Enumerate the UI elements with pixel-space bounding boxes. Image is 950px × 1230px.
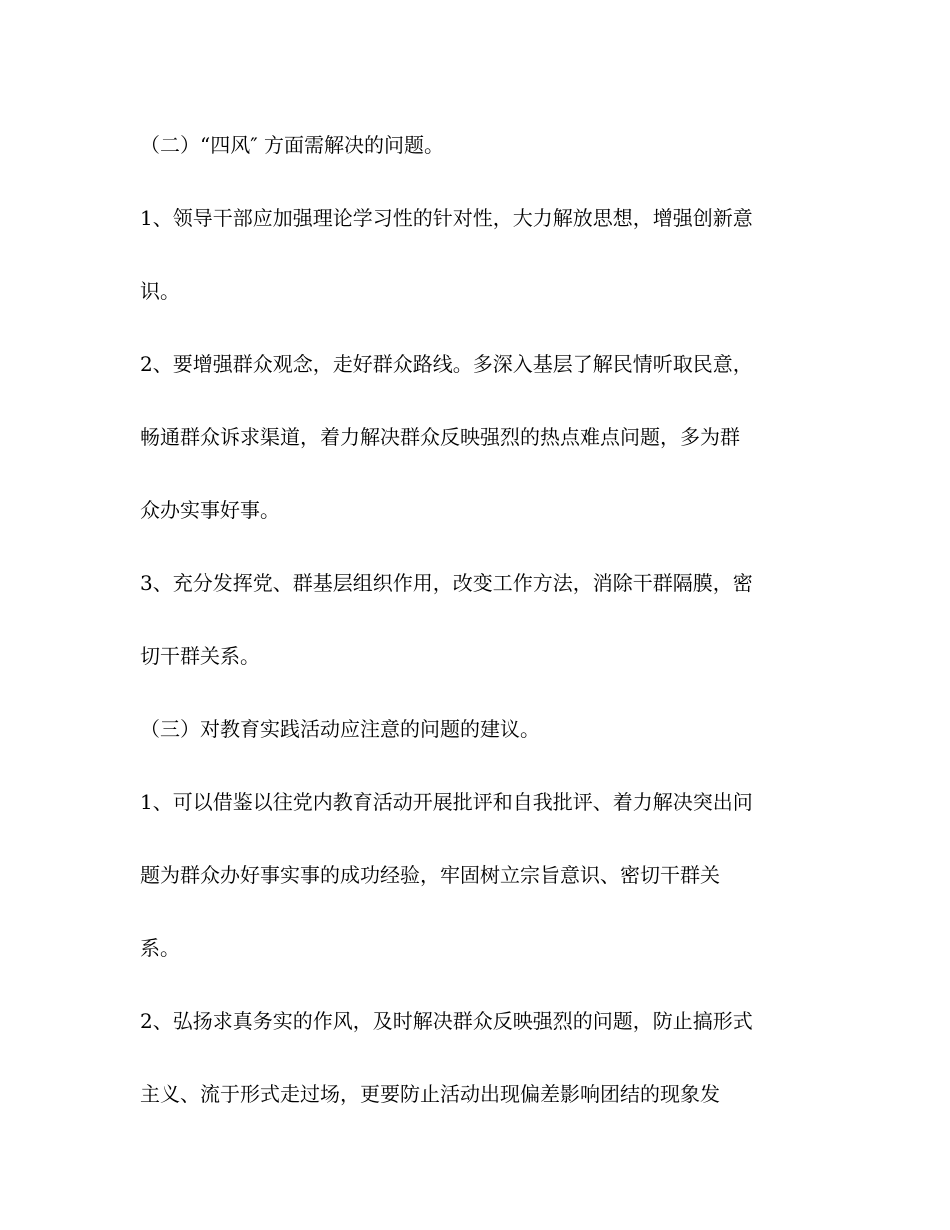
paragraph-line-6: 3、充分发挥党、群基层组织作用，改变工作方法，消除干群隔膜，密 — [140, 571, 753, 595]
paragraph-line-9: 1、可以借鉴以往党内教育活动开展批评和自我批评、着力解决突出问 — [140, 790, 753, 814]
paragraph-line-11: 系。 — [140, 936, 180, 960]
paragraph-line-4: 畅通群众诉求渠道，着力解决群众反映强烈的热点难点问题，多为群 — [140, 425, 740, 449]
paragraph-line-1: 1、领导干部应加强理论学习性的针对性，大力解放思想，增强创新意 — [140, 206, 753, 230]
paragraph-line-2: 识。 — [140, 279, 180, 303]
paragraph-line-10: 题为群众办好事实事的成功经验，牢固树立宗旨意识、密切干群关 — [140, 863, 720, 887]
paragraph-line-3: 2、要增强群众观念，走好群众路线。多深入基层了解民情听取民意， — [140, 352, 753, 376]
paragraph-line-7: 切干群关系。 — [140, 644, 260, 668]
paragraph-line-12: 2、弘扬求真务实的作风，及时解决群众反映强烈的问题，防止搞形式 — [140, 1009, 753, 1033]
section-heading-suggestions: （三）对教育实践活动应注意的问题的建议。 — [140, 717, 540, 741]
paragraph-line-5: 众办实事好事。 — [140, 498, 280, 522]
section-heading-four-winds: （二）“四风″ 方面需解决的问题。 — [140, 133, 445, 157]
paragraph-line-13: 主义、流于形式走过场，更要防止活动出现偏差影响团结的现象发 — [140, 1082, 720, 1106]
